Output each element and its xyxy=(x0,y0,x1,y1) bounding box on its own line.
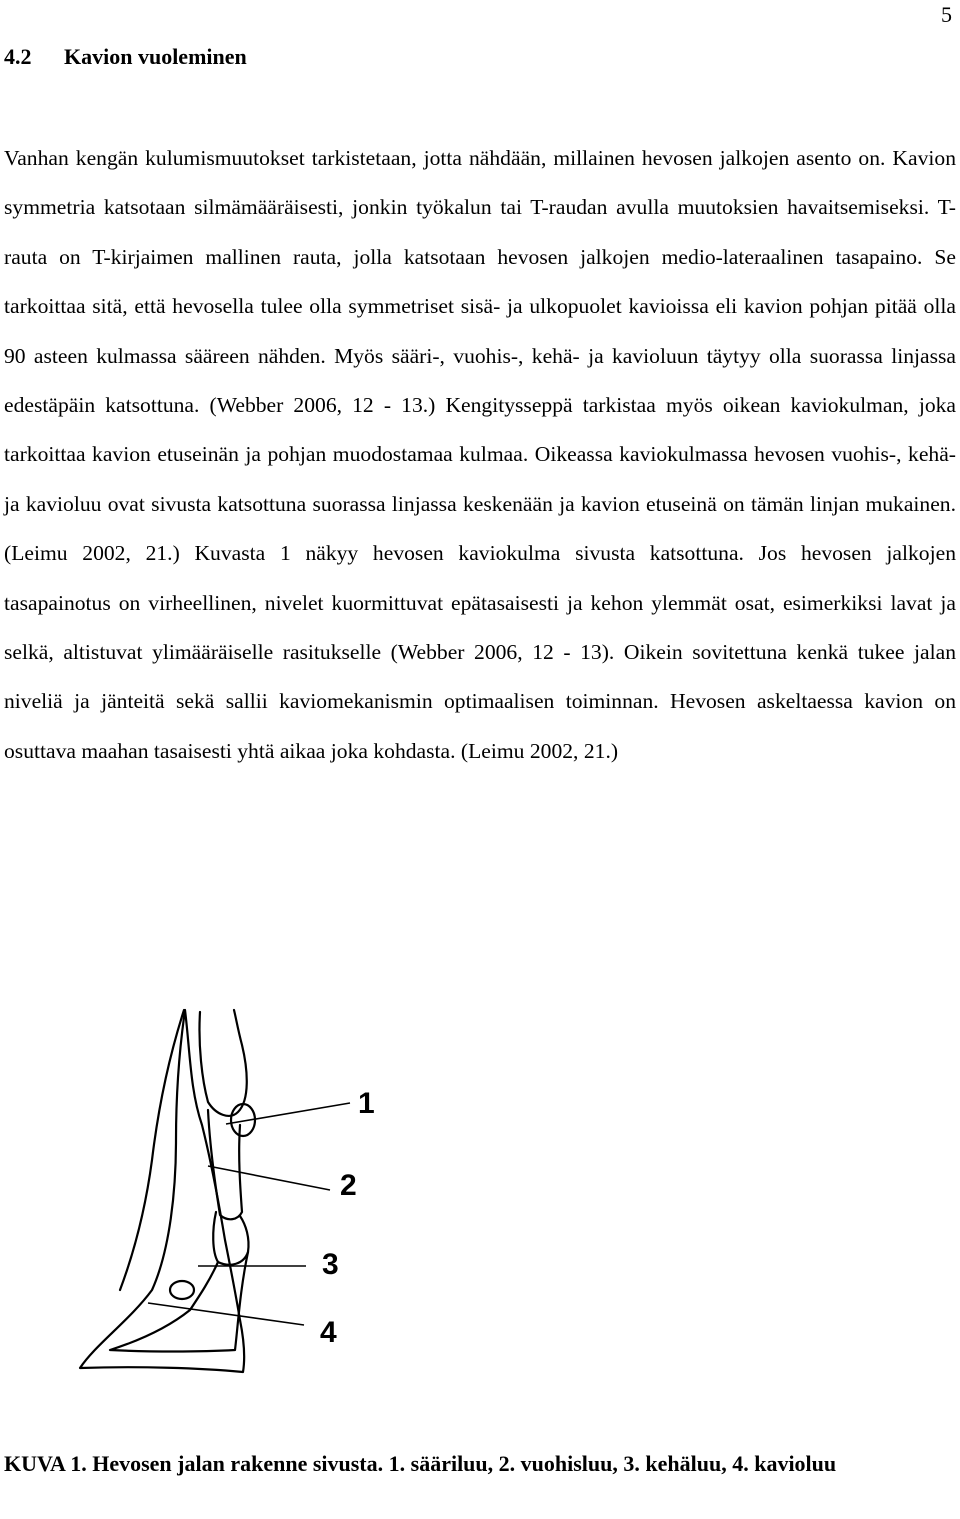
navicular-bone xyxy=(170,1281,194,1299)
section-number: 4.2 xyxy=(4,44,32,69)
section-heading xyxy=(4,44,247,70)
tendon-contour xyxy=(120,1010,184,1290)
figure-label-3: 3 xyxy=(322,1248,339,1281)
page-number: 5 xyxy=(941,2,952,27)
leg-outline xyxy=(80,1010,244,1372)
figure-label-2: 2 xyxy=(340,1169,357,1202)
cannon-bone xyxy=(199,1010,246,1116)
pointer-line-2 xyxy=(208,1166,330,1190)
figure-label-4: 4 xyxy=(320,1316,337,1349)
section-title: Kavion vuoleminen xyxy=(64,44,247,69)
body-paragraph: Vanhan kengän kulumismuutokset tarkistetaan, jotta nähdään, millainen hevosen jalkojen asento on. Kavion symmetria katsotaan silmämääräisesti, jonkin työkalun tai T-raudan avulla muutoksien havaitsemiseksi. T-rauta on T-kirjaimen mallinen rauta, jolla katsotaan hevosen jalkojen medio-lateraalinen tasapaino. Se tarkoittaa sitä, että hevosella tulee olla symmetriset sisä- ja ulkopuolet kavioissa eli kavion pohjan pitää olla 90 asteen kulmassa sääreen nähden. Myös sääri-, vuohis-, kehä- ja kavioluun täytyy olla suorassa linjassa edestäpäin katsottuna. (Webber 2006, 12 - 13.) Kengitysseppä tarkistaa myös oikean kaviokulman, joka tarkoittaa kavion etuseinän ja pohjan muodostamaa kulmaa. Oikeassa kaviokulmassa hevosen vuohis-, kehä- ja kavioluu ovat sivusta katsottuna suorassa linjassa keskenään ja kavion etuseinä on tämän linjan mukainen. (Leimu 2002, 21.) Kuvasta 1 näkyy hevosen kaviokulma sivusta katsottuna. Jos hevosen jalkojen tasapainotus on virheellinen, nivelet kuormittuvat epätasaisesti ja kehon ylemmät osat, esimerkiksi lavat ja selkä, altistuvat ylimääräiselle rasitukselle (Webber 2006, 12 - 13). Oikein sovitettuna kenkä tukee jalan niveliä ja jänteitä sekä sallii kaviomekanismin optimaalisen toiminnan. Hevosen askeltaessa kavion on osuttava maahan tasaisesti yhtä aikaa joka kohdasta. (Leimu 2002, 21.) xyxy=(4,146,956,763)
pointer-line-1 xyxy=(226,1103,350,1124)
horse-leg-illustration xyxy=(40,990,400,1410)
horse-leg-figure xyxy=(40,990,400,1410)
pastern-bone xyxy=(208,1110,242,1219)
coffin-bone xyxy=(110,1252,248,1352)
figure-label-1: 1 xyxy=(358,1087,375,1120)
figure-caption: KUVA 1. Hevosen jalan rakenne sivusta. 1. sääriluu, 2. vuohisluu, 3. kehäluu, 4. kavioluu xyxy=(4,1451,837,1476)
